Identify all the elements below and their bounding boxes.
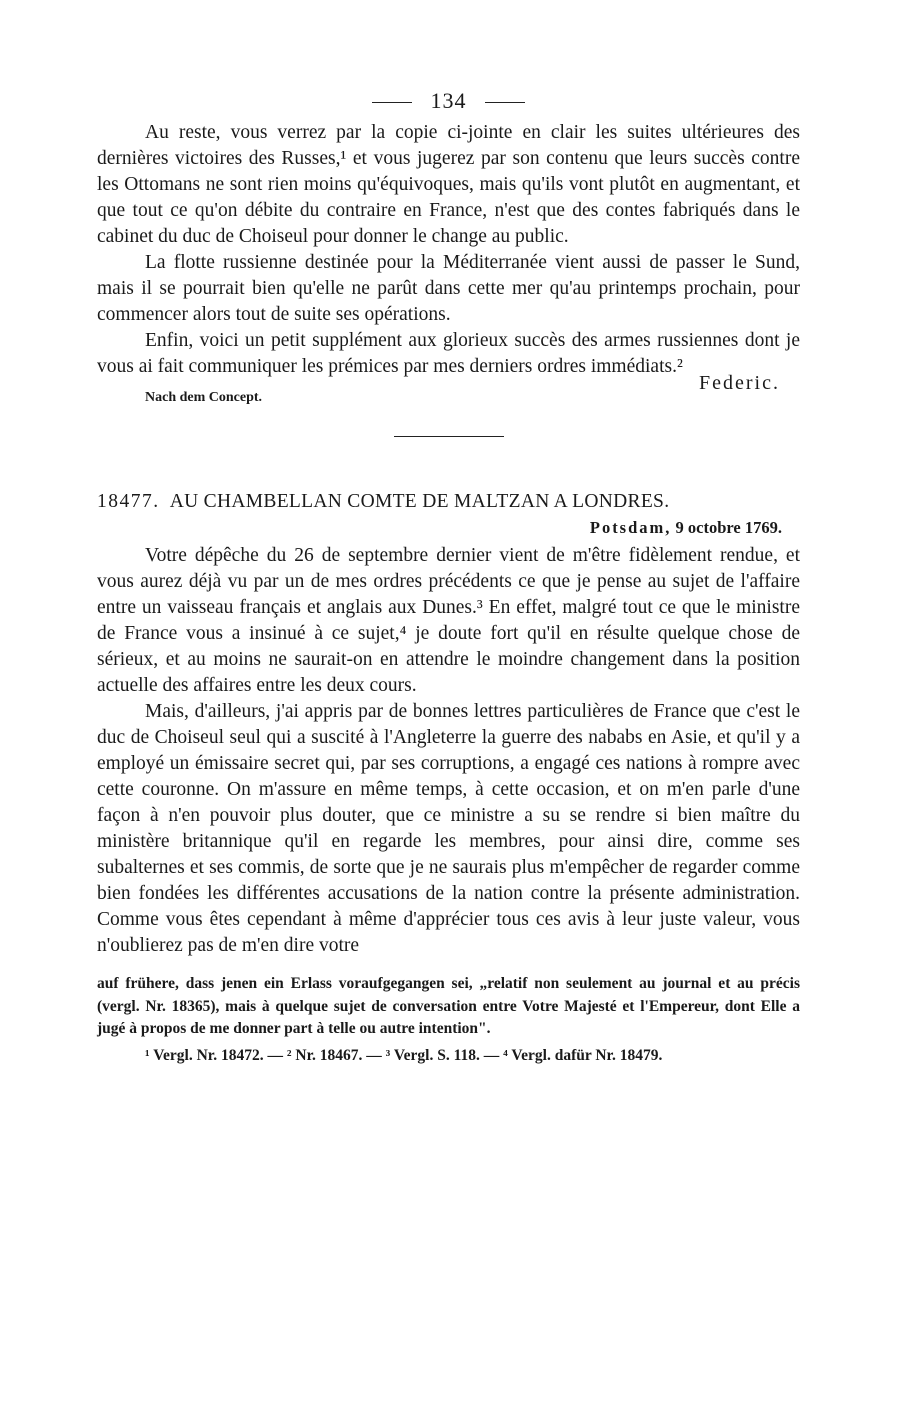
letter-date: 9 octobre 1769.: [675, 518, 782, 537]
body-paragraph: Votre dépêche du 26 de septembre dernier vient de m'être fidèlement rendue, et vous aurez déjà vu par un de mes ordres précédents ce que je pense au sujet de l'affaire entre un vaisseau français et anglais aux Dunes.³ En effet, malgré tout ce que le ministre de France vous a insinué à ce sujet,⁴ je doute fort qu'il en résulte quelque chose de sérieux, et au moins ne saurait-on en attendre le moindre changement dans la position actuelle des affaires entre les deux cours.: [97, 545, 800, 696]
footnotes: [97, 973, 800, 1067]
letter-number: 18477.: [97, 491, 160, 512]
page-header: [97, 82, 800, 120]
body-paragraph: Au reste, vous verrez par la copie ci-jointe en clair les suites ultérieures des dernières victoires des Russes,¹ et vous jugerez par son contenu que leurs succès contre les Ottomans ne sont rien moins qu'équivoques, mais qu'ils vont plutôt en augmentant, et que tout ce qu'on débite du contraire en France, n'est que des contes fabriqués dans le cabinet du duc de Choiseul pour donner le change au public.: [97, 122, 800, 247]
letter-heading: [97, 489, 800, 515]
body-paragraph: La flotte russienne destinée pour la Méditerranée vient aussi de passer le Sund, mais il se pourrait bien qu'elle ne parût dans cette mer qu'au printemps prochain, pour commencer alors tout de suite ses opérations.: [97, 252, 800, 325]
letter-title: AU CHAMBELLAN COMTE DE MALTZAN A LONDRES.: [169, 491, 670, 512]
header-rule-left: [372, 102, 412, 103]
signature: Federic.: [699, 372, 780, 394]
letter-place: Potsdam,: [589, 518, 672, 537]
footnote-continuation: auf frühere, dass jenen ein Erlass voraufgegangen sei, „relatif non seulement au journal et au précis (vergl. Nr. 18365), mais à quelque sujet de conversation entre Votre Majesté et l'Empereur, dont Elle a jugé à propos de me donner part à telle ou autre intention".: [97, 975, 800, 1037]
previous-letter-body: [97, 120, 800, 380]
page-number: 134: [430, 88, 467, 113]
letter-dateline: [97, 515, 800, 541]
document-page: [97, 82, 800, 1067]
body-paragraph: Enfin, voici un petit supplément aux glorieux succès des armes russiennes dont je vous ai fait communiquer les prémices par mes derniers ordres immédiats.²: [97, 330, 800, 377]
source-note: Nach dem Concept.: [145, 390, 263, 405]
signature-block: [97, 372, 800, 416]
letter-body: [97, 543, 800, 959]
header-rule-right: [485, 102, 525, 103]
body-paragraph: Mais, d'ailleurs, j'ai appris par de bonnes lettres particulières de France que c'est le duc de Choiseul seul qui a suscité à l'Angleterre la guerre des nababs en Asie, et qu'il y a employé un émissaire secret qui, par ses corruptions, a engagé ces nations à rompre avec cette couronne. On m'assure en même temps, à cette occasion, et on m'en parle d'une façon à n'en pouvoir plus douter, que ce ministre a su se rendre si bien maître du ministère britannique qu'il en regarde les membres, pour ainsi dire, comme ses subalternes et ses commis, de sorte que je ne saurais plus m'empêcher de regarder comme bien fondées les différentes accusations de la nation contre la présente administration. Comme vous êtes cependant à même d'apprécier tous ces avis à leur juste valeur, vous n'oublierez pas de m'en dire votre: [97, 701, 800, 956]
section-divider: [394, 436, 504, 437]
footnote-references: ¹ Vergl. Nr. 18472. — ² Nr. 18467. — ³ Vergl. S. 118. — ⁴ Vergl. dafür Nr. 18479.: [145, 1046, 663, 1064]
